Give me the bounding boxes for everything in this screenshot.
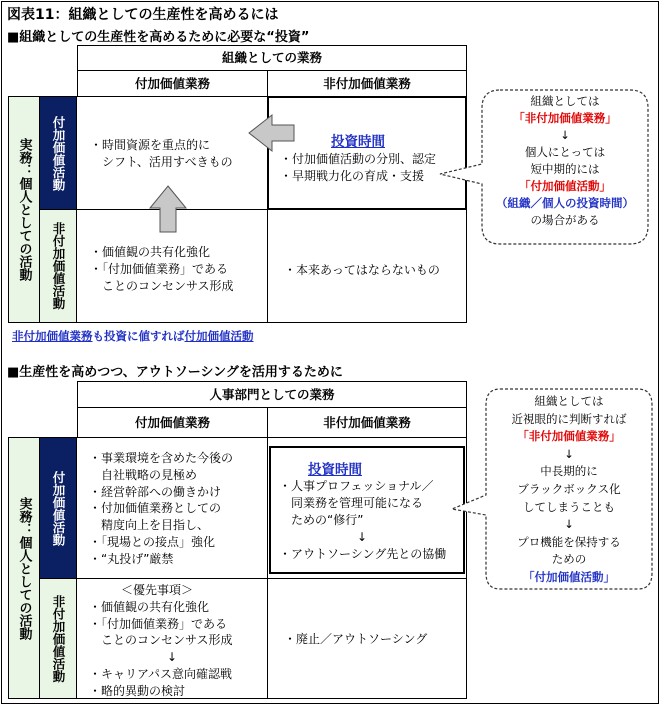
section2-investment-time: 投資時間	[308, 462, 362, 478]
figure-title: 図表11：組織としての生産性を高めるには	[7, 7, 279, 23]
section2-br-text: ・廃止／アウトソーシング	[284, 632, 428, 646]
section2-tr-text: ・人事プロフェッショナル／ 同業務を管理可能になる ための“修行” ↓ ・アウトソーシング先との協働	[279, 479, 447, 561]
section1-top-header: 組織としての業務	[77, 45, 467, 71]
section2-top-header: 人事部門としての業務	[77, 381, 467, 408]
section1-row-value: 付加価値活動	[39, 96, 77, 210]
section1-col-value: 付加価値業務	[77, 70, 268, 97]
section2-row-value: 付加価値活動	[39, 437, 77, 579]
section2-side-label: 実務：個人としての活動	[8, 437, 40, 699]
section1-col-nonvalue: 非付加価値業務	[267, 70, 467, 97]
section1-bubble-text: 組織としては 「非付加価値業務」 ↓ 個人にとっては 短中期的には 「付加価値活動」 （組織／個人の投資時間） の場合がある	[496, 94, 634, 227]
section2-row-nonvalue: 非付加価値活動	[39, 578, 77, 699]
section2-bubble-text: 組織としては 近視眼的に判断すれば 「非付加価値業務」 ↓ 中長期的に ブラックボックス化 してしまうことも ↓ プロ機能を保持する ための 「付加価値活動」	[511, 394, 627, 584]
section1-row-nonvalue: 非付加価値活動	[39, 209, 77, 323]
section1-bl-text: ・価値観の共有化強化 ・「付加価値業務」である ことのコンセンサス形成	[90, 245, 234, 293]
section1-heading: ■組織としての生産性を高めるために必要な“投資”	[7, 30, 310, 45]
section2-heading: ■生産性を高めつつ、アウトソーシングを活用するために	[7, 365, 343, 380]
up-arrow-icon	[150, 186, 186, 232]
section1-br-text: ・本来あってはならないもの	[284, 263, 440, 277]
section1-investment-time: 投資時間	[331, 134, 385, 150]
section1-tr-text: ・付加価値活動の分別、認定 ・早期戦力化の育成・支援	[280, 152, 437, 183]
section1-side-label: 実務：個人としての活動	[8, 96, 40, 323]
section2-tl-text: ・事業環境を含めた今後の 自社戦略の見極め ・経営幹部への働きかけ ・付加価値業務としての 精度向上を目指し、 ・「現場との接点」強化 ・“丸投げ”厳禁	[89, 451, 234, 566]
section2-bl-text: ＜優先事項＞ ・価値観の共有化強化 ・「付加価値業務」である ことのコンセンサス形成 ↓ ・キャリアパス意向確認戦 ・略的異動の検討	[89, 583, 233, 698]
section2-col-nonvalue: 非付加価値業務	[267, 407, 467, 438]
section2-col-value: 付加価値業務	[77, 407, 268, 438]
section1-note: 非付加価値業務も投資に値すれば付加価値活動	[12, 329, 254, 343]
section1-tl-text: ・時間資源を重点的に シフト、活用すべきもの	[90, 138, 233, 169]
left-arrow-icon	[249, 115, 294, 151]
